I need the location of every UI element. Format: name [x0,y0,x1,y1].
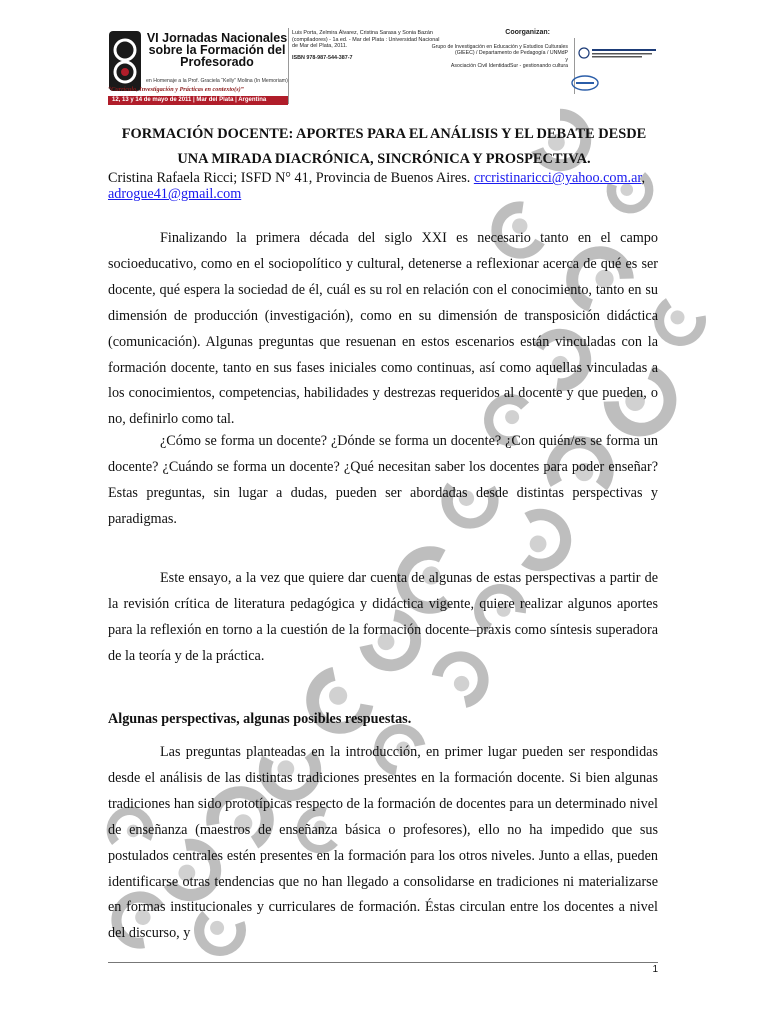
paragraph-traditions: Las preguntas planteadas en la introducción, en primer lugar pueden ser respondidas desde el análisis de las distintas tradiciones presentes en la formación docente. Si bien algunas tradiciones han sido prototípicas respecto de la formación de docentes para un determinado nivel de enseñanza (maestros de enseñanza básica o profesores), ello no ha impedido que sus postulados centrales estén presentes en la formación para los otros niveles. Junto a ellas, pueden identificarse otras tendencias que no han llegado a consolidarse en tradiciones ni materializarse en formas institucionales y curriculares de formación. Éstas circulan entre los docentes a nivel del discurso, y [108,744,658,942]
author-email-link-2[interactable]: adrogue41@gmail.com [108,186,242,202]
section-heading: Algunas perspectivas, algunas posibles respuestas. [108,711,412,727]
paragraph-questions: ¿Cómo se forma un docente? ¿Dónde se forma un docente? ¿Con quién/es se forma un docente? ¿Cuándo se forma un docente? ¿Qué necesitan saber los docentes para poder enseñar? Estas preguntas, sin lugar a dudas, pueden ser abordadas desde distintas perspectivas y paradigmas. [108,433,658,527]
author-line [108,170,660,202]
conference-logo-icon [108,30,142,92]
conference-homage: en Homenaje a la Prof. Graciela “Kelly” Molina (In Memoriam) [146,78,288,84]
footer-rule [108,962,658,963]
identidadsur-logo-icon [570,74,600,92]
isbn: ISBN 978-987-544-387-7 [292,54,353,61]
conference-title: VI Jornadas Nacionales sobre la Formación del Profesorado [146,31,288,69]
header-divider [288,28,289,104]
coorganizer-gieec: Grupo de Investigación en Educación y Estudios Culturales (GIEEC) / Departamento de Pedagogía / UNMdP [431,44,568,57]
coorganizers-title: Coorganizan: [505,29,550,36]
university-logo-icon [578,46,658,60]
author-email-link[interactable]: crcristinaricci@yahoo.com.ar [473,170,642,186]
coorganizer-join: y [565,56,568,63]
conference-header [108,28,658,106]
publication-citation: Luis Porta, Zelmira Álvarez, Cristina Sarasa y Sonia Bazán (compiladores) - 1a ed. - Mar del Plata : Universidad Nacional de Mar del Plata, 2011. [292,30,440,49]
paragraph-intro: Finalizando la primera década del siglo XXI es necesario tanto en el campo socioeducativo, como en el sociopolítico y cultural, detenerse a reflexionar acerca de qué es ser docente, qué espera la sociedad de él, cuál es su rol en relación con el conocimiento, tanto en su dimensión de producción (investigación), como en su dimensión de transposición didáctica (comunicación). Algunas preguntas que resuenan en estos escenarios están vinculadas con la formación docente, tanto en sus fases iniciales como continuas, así como aquellas vinculadas a los conocimientos, competencias, habilidades y destrezas requeridos al docente y que pueden, o no, definirlo como tal. [108,230,658,428]
email-separator: , [641,170,646,186]
coorganizers [428,30,568,69]
paper-title: FORMACIÓN DOCENTE: APORTES PARA EL ANÁLISIS Y EL DEBATE DESDE UNA MIRADA DIACRÓNICA, SINCRÓNICA Y PROSPECTIVA. [121,126,647,167]
paragraph-essay-purpose: Este ensayo, a la vez que quiere dar cuenta de algunas de estas perspectivas a partir de la revisión crítica de literatura pedagógica y didáctica vigente, quiere realizar algunos aportes para la reflexión en torno a la cuestión de la formación docente–praxis como síntesis superadora de la teoría y de la práctica. [108,570,658,664]
page-number: 1 [652,964,658,975]
conference-logo-block [108,28,288,106]
conference-motto: “Currículo, Investigación y Prácticas en contexto(s)” [108,86,244,93]
conference-dates-banner: 12, 13 y 14 de mayo de 2011 | Mar del Plata | Argentina [108,96,288,105]
author-affiliation: Cristina Rafaela Ricci; ISFD N° 41, Provincia de Buenos Aires. [108,170,474,186]
publication-info [292,30,442,61]
coorganizer-identidadsur: Asociación Civil IdentidadSur - gestionando cultura [450,62,568,69]
